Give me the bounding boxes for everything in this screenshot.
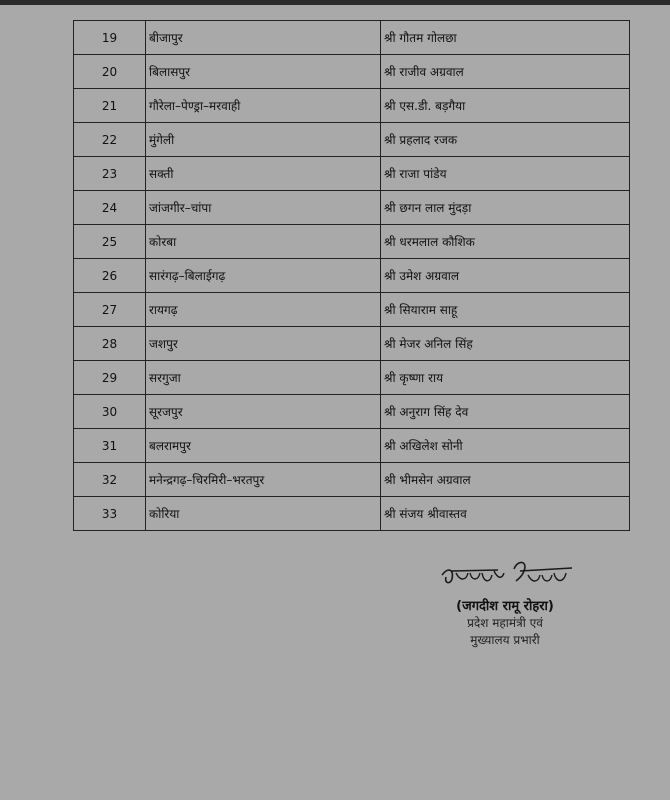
incharge-name-cell: श्री कृष्णा राय bbox=[381, 361, 630, 395]
incharge-name-cell: श्री सियाराम साहू bbox=[381, 293, 630, 327]
signatory-block bbox=[425, 598, 585, 649]
district-cell: बीजापुर bbox=[146, 21, 381, 55]
district-cell: बिलासपुर bbox=[146, 55, 381, 89]
table-row bbox=[74, 463, 630, 497]
signatory-name: (जगदीश रामू रोहरा) bbox=[456, 599, 554, 614]
serial-number-cell: 22 bbox=[74, 123, 146, 157]
district-cell: कोरबा bbox=[146, 225, 381, 259]
table-row bbox=[74, 497, 630, 531]
district-cell: सारंगढ़–बिलाईगढ़ bbox=[146, 259, 381, 293]
serial-number-cell: 28 bbox=[74, 327, 146, 361]
table-row bbox=[74, 157, 630, 191]
table-row bbox=[74, 123, 630, 157]
incharge-name-cell: श्री राजीव अग्रवाल bbox=[381, 55, 630, 89]
district-cell: कोरिया bbox=[146, 497, 381, 531]
serial-number-cell: 19 bbox=[74, 21, 146, 55]
serial-number-cell: 30 bbox=[74, 395, 146, 429]
serial-number-cell: 26 bbox=[74, 259, 146, 293]
serial-number-cell: 32 bbox=[74, 463, 146, 497]
serial-number-cell: 27 bbox=[74, 293, 146, 327]
serial-number-cell: 29 bbox=[74, 361, 146, 395]
incharge-name-cell: श्री भीमसेन अग्रवाल bbox=[381, 463, 630, 497]
incharge-name-cell: श्री मेजर अनिल सिंह bbox=[381, 327, 630, 361]
table-row bbox=[74, 55, 630, 89]
table-row bbox=[74, 225, 630, 259]
district-cell: सरगुजा bbox=[146, 361, 381, 395]
serial-number-cell: 33 bbox=[74, 497, 146, 531]
table-row bbox=[74, 259, 630, 293]
serial-number-cell: 24 bbox=[74, 191, 146, 225]
table-row bbox=[74, 361, 630, 395]
incharge-name-cell: श्री राजा पांडेय bbox=[381, 157, 630, 191]
table-row bbox=[74, 89, 630, 123]
district-cell: जांजगीर–चांपा bbox=[146, 191, 381, 225]
table-body bbox=[74, 21, 630, 531]
incharge-name-cell: श्री छगन लाल मुंदड़ा bbox=[381, 191, 630, 225]
table-row bbox=[74, 191, 630, 225]
serial-number-cell: 21 bbox=[74, 89, 146, 123]
table-row bbox=[74, 429, 630, 463]
serial-number-cell: 23 bbox=[74, 157, 146, 191]
district-cell: मुंगेली bbox=[146, 123, 381, 157]
incharge-name-cell: श्री एस.डी. बड़गैया bbox=[381, 89, 630, 123]
incharge-name-cell: श्री धरमलाल कौशिक bbox=[381, 225, 630, 259]
top-edge-bar bbox=[0, 0, 670, 5]
serial-number-cell: 31 bbox=[74, 429, 146, 463]
incharge-name-cell: श्री उमेश अग्रवाल bbox=[381, 259, 630, 293]
district-cell: मनेन्द्रगढ़–चिरमिरी–भरतपुर bbox=[146, 463, 381, 497]
signatory-title: प्रदेश महामंत्री एवं bbox=[467, 616, 543, 630]
district-cell: जशपुर bbox=[146, 327, 381, 361]
district-cell: सक्ती bbox=[146, 157, 381, 191]
district-cell: बलरामपुर bbox=[146, 429, 381, 463]
table-row bbox=[74, 327, 630, 361]
table-row bbox=[74, 293, 630, 327]
district-cell: गौरेला–पेण्ड्रा–मरवाही bbox=[146, 89, 381, 123]
incharge-name-cell: श्री अखिलेश सोनी bbox=[381, 429, 630, 463]
incharge-name-cell: श्री संजय श्रीवास्तव bbox=[381, 497, 630, 531]
serial-number-cell: 25 bbox=[74, 225, 146, 259]
district-cell: सूरजपुर bbox=[146, 395, 381, 429]
incharge-name-cell: श्री अनुराग सिंह देव bbox=[381, 395, 630, 429]
incharge-name-cell: श्री गौतम गोलछा bbox=[381, 21, 630, 55]
district-incharge-table bbox=[73, 20, 630, 531]
table-row bbox=[74, 21, 630, 55]
serial-number-cell: 20 bbox=[74, 55, 146, 89]
handwritten-signature bbox=[438, 553, 578, 593]
incharge-name-cell: श्री प्रहलाद रजक bbox=[381, 123, 630, 157]
signatory-office: मुख्यालय प्रभारी bbox=[470, 633, 540, 647]
table-row bbox=[74, 395, 630, 429]
district-cell: रायगढ़ bbox=[146, 293, 381, 327]
